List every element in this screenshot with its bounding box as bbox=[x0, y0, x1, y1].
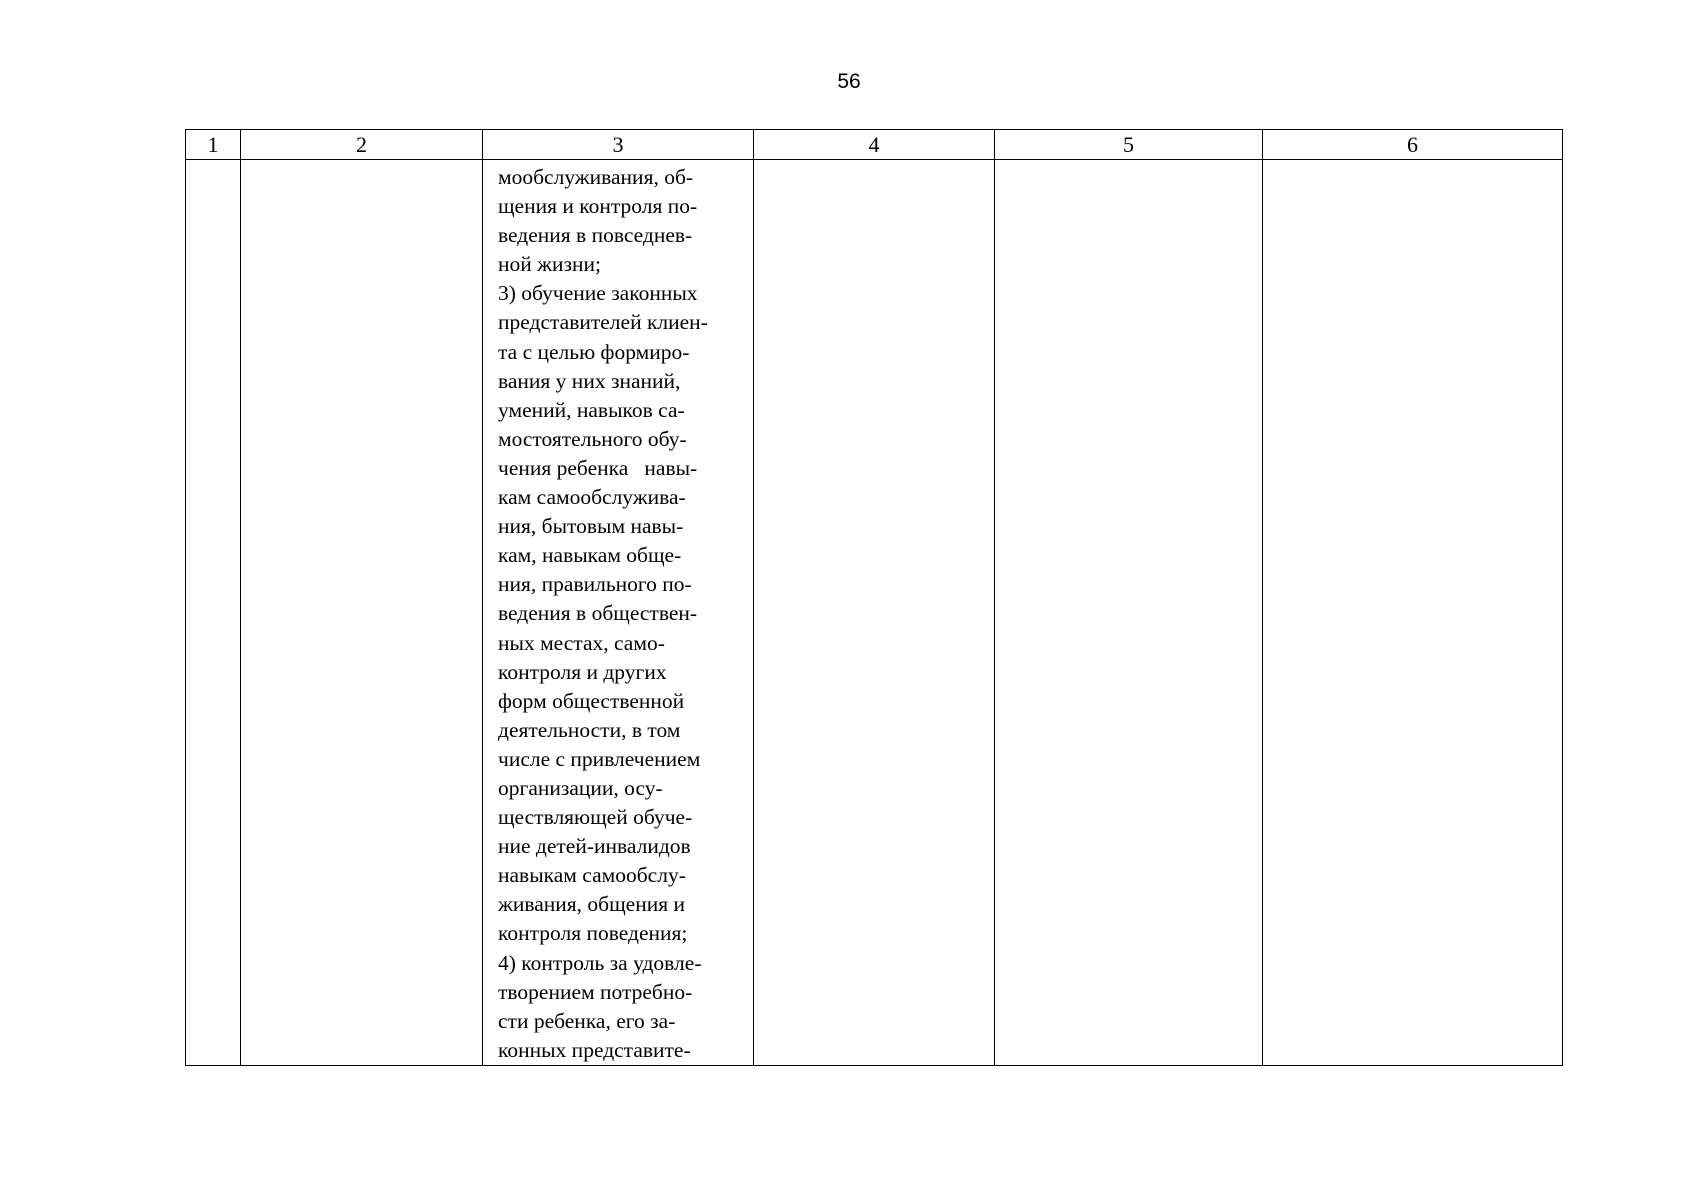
cell-text-line: мостоятельного обу- bbox=[498, 426, 687, 451]
cell-text-line: 3) обучение законных bbox=[498, 281, 698, 306]
cell-text-line: щения и контроля по- bbox=[498, 194, 698, 219]
cell-text-line: конных представите- bbox=[498, 1037, 691, 1062]
cell-text-line: вания у них знаний, bbox=[498, 368, 681, 393]
cell-text-line: числе с привлечением bbox=[498, 746, 701, 771]
cell-text-line: творением потребно- bbox=[498, 979, 693, 1004]
column-header-2: 2 bbox=[241, 130, 483, 160]
cell-col-2 bbox=[241, 160, 483, 1066]
cell-text-line: ной жизни; bbox=[498, 252, 601, 277]
cell-col-3-text bbox=[483, 163, 753, 1065]
cell-text-line: мообслуживания, об- bbox=[498, 165, 694, 189]
cell-col-4 bbox=[754, 160, 995, 1066]
cell-text-line: умений, навыков са- bbox=[498, 397, 685, 422]
cell-col-6 bbox=[1263, 160, 1563, 1066]
cell-text-line: 4) контроль за удовле- bbox=[498, 950, 702, 975]
cell-text-line: деятельности, в том bbox=[498, 717, 681, 742]
cell-col-3 bbox=[483, 160, 754, 1066]
cell-col-1 bbox=[186, 160, 241, 1066]
cell-text-line: ния, правильного по- bbox=[498, 572, 692, 597]
column-header-4: 4 bbox=[754, 130, 995, 160]
cell-text-line: навыкам самообслу- bbox=[498, 863, 686, 888]
cell-text-line: контроля поведения; bbox=[498, 921, 688, 946]
cell-col-5 bbox=[995, 160, 1263, 1066]
column-header-5: 5 bbox=[995, 130, 1263, 160]
cell-text-line: чения ребенка навы- bbox=[498, 455, 698, 480]
cell-text-line: ния, бытовым навы- bbox=[498, 514, 684, 539]
column-header-3: 3 bbox=[483, 130, 754, 160]
page-number: 56 bbox=[837, 70, 861, 93]
cell-text-line: та с целью формиро- bbox=[498, 339, 690, 364]
cell-text-line: ведения в повседнев- bbox=[498, 223, 693, 248]
column-header-6: 6 bbox=[1263, 130, 1563, 160]
cell-text-line: ведения в обществен- bbox=[498, 601, 698, 626]
cell-text-line: контроля и других bbox=[498, 659, 667, 684]
cell-text-line: ных местах, само- bbox=[498, 630, 665, 655]
table-header-row bbox=[186, 130, 1563, 160]
cell-text-line: организации, осу- bbox=[498, 775, 663, 800]
cell-text-line: сти ребенка, его за- bbox=[498, 1008, 676, 1033]
document-table bbox=[185, 129, 1563, 1066]
cell-text-line: кам самообслужива- bbox=[498, 485, 686, 510]
table-row bbox=[186, 160, 1563, 1066]
cell-text-line: ние детей-инвалидов bbox=[498, 834, 691, 859]
cell-text-line: ществляющей обуче- bbox=[498, 805, 693, 830]
cell-text-line: представителей клиен- bbox=[498, 310, 708, 335]
column-header-1: 1 bbox=[186, 130, 241, 160]
cell-text-line: форм общественной bbox=[498, 688, 685, 713]
cell-text-line: живания, общения и bbox=[498, 892, 685, 917]
cell-text-line: кам, навыкам обще- bbox=[498, 543, 682, 568]
